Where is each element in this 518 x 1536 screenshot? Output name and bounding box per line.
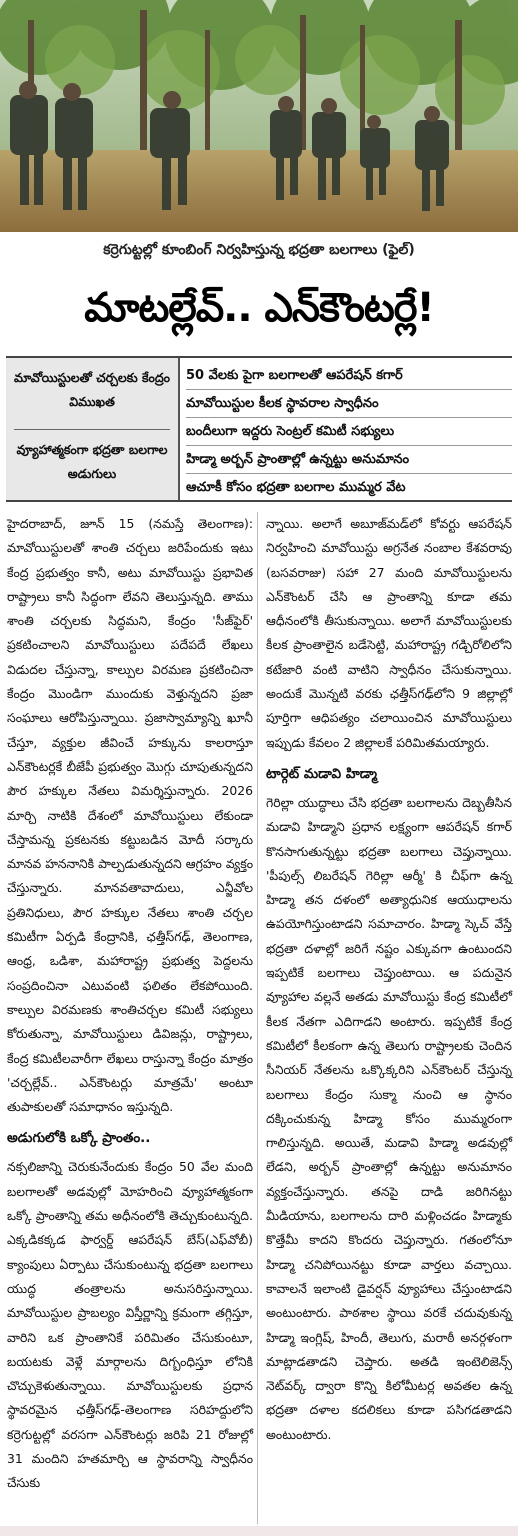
article-paragraph: హైదరాబాద్, జూన్ 15 (నమస్తే తెలంగాణ): మావోయిస్టులతో శాంతి చర్చలు జరిపేందుకు ఇటు కేంద్ర ప్రభుత్వం కానీ, అటు మావోయిస్టు ప్రభావిత రాష్ట్రాలు కానీ సిద్ధంగా లేవని తెలుస్తున్నది. తాము శాంతి చర్చలకు సిద్ధమని, కేంద్రం 'సీజ్‌ఫైర్' ప్రకటించాలని మావోయిస్టులు పదేపదే లేఖలు విడుదల చేస్తున్నా, కాల్పుల విరమణ ప్రకటించినా కేంద్రం మొండిగా ముందుకు వెళ్తున్నదని ప్రజా సంఘాలు ఆరోపిస్తున్నాయి. ప్రజాస్వామ్యాన్ని ఖూనీ చేస్తూ, వ్యక్తుల జీవించే హక్కును కాలరాస్తూ ఎన్‌కౌంటర్లకే బీజేపీ ప్రభుత్వం మొగ్గు చూపుతున్నదని పౌర హక్కుల నేతలు విమర్శిస్తున్నారు. 2026 మార్చి నాటికి దేశంలో మావోయిస్టులు లేకుండా చేస్తామన్న ప్రకటనకు కట్టుబడిన మోదీ సర్కారు మానవ హననానికి పాల్పడుతున్నదని ఆగ్రహం వ్యక్తం చేస్తున్నారు. మానవతావాదులు, ఎన్జీవోల ప్రతినిధులు, పౌర హక్కుల నేతలు శాంతి చర్చల కమిటీగా ఏర్పడి కేంద్రానికి, ఛత్తీస్‌గఢ్, తెలంగాణ, ఆంధ్ర, ఒడిశా, మహారాష్ట్ర ప్రభుత్వ పెద్దలను సంప్రదించినా ఎటువంటి ఫలితం లేకపోయింది. కాల్పుల విరమణకు శాంతిచర్చల కమిటీ సభ్యులు కోరుతున్నా, మావోయిస్టులు డివిజన్లు, రాష్ట్రాలు, కేంద్ర కమిటీలవారీగా లేఖలు రాస్తున్నా కేంద్రం మాత్రం 'చర్చల్లేవ్.. ఎన్‌కౌంటర్లు మాత్రమే' అంటూ తుపాకులతో సమాధానం ఇస్తున్నది. — [7, 516, 253, 1115]
highlights-box — [6, 356, 512, 502]
article-paragraph: న్నాయి. అలాగే అబూజ్‌మడ్‌లో కోవర్టు ఆపరేషన్ నిర్వహించి మావోయిస్టు అగ్రనేత నంబాల కేశవరావు (బసవరాజు) సహా 27 మంది మావోయిస్టులను ఎన్‌కౌంటర్ చేసి ఆ ప్రాంతాన్ని కూడా తమ ఆధీనంలోకి తీసుకున్నాయి. అలాగే మావోయిస్టులకు కీలక ప్రాంతాలైన బడేసెట్టి, మహారాష్ట్ర గడ్చిరోలిలోని కటేజారి వంటి వాటిని స్వాధీనం చేసుకున్నాయి. అందుకే మొన్నటి వరకు ఛత్తీస్‌గఢ్‌లోని 9 జిల్లాల్లో పూర్తిగా ఆధిపత్యం చలాయించిన మావోయిస్టులు ఇప్పుడు కేవలం 2 జిల్లాలకే పరిమితమయ్యారు. — [266, 516, 512, 750]
highlight-line: 50 వేలకు పైగా బలగాలతో ఆపరేషన్ కగార్ — [186, 362, 512, 390]
article-paragraph: నక్సలిజాన్ని చెరుకునేందుకు కేంద్రం 50 వేల మంది బలగాలతో అడవుల్లో మోహరించి వ్యూహాత్మకంగా ఒక్కో ప్రాంతాన్ని తమ అధీనంలోకి తెచ్చుకుంటున్నది. ఎక్కడికక్కడ ఫార్వర్డ్ ఆపరేషన్ బేస్(ఎఫ్‌వోబీ) క్యాంపులు ఏర్పాటు చేసుకుంటున్న భద్రతా బలగాలు యుద్ధ తంత్రాలను అనుసరిస్తున్నాయి. మావోయిస్టుల ప్రాబల్యం విస్తీర్ణాన్ని క్రమంగా తగ్గిస్తూ, వారిని ఒక ప్రాంతానికే పరిమితం చేసుకుంటూ, బయటకు వెళ్లే మార్గాలను దిగ్బంధిస్తూ లోనికి చొచ్చుకెళుతున్నాయి. మావోయిస్టులకు ప్రధాన స్థావరమైన ఛత్తీస్‌గఢ్-తెలంగాణ సరిహద్దులోని కర్రెగుట్టల్లో వరసగా ఎన్‌కౌంటర్లు జరిపి 21 రోజుల్లో 31 మందిని హతమార్చి ఆ స్థావరాన్ని స్వాధీనం చేసుకు — [7, 1159, 253, 1491]
highlight-left-divider — [14, 429, 170, 430]
news-photo — [0, 0, 518, 232]
highlight-line: ఆచూకీ కోసం భద్రతా బలగాల ముమ్మర వేట — [186, 480, 406, 495]
article-subheading: టార్గెట్ మడావి హిడ్మా — [266, 765, 377, 782]
highlights-left-panel — [6, 358, 180, 500]
page-bottom-band — [0, 1526, 518, 1536]
article-column-left — [7, 512, 253, 1496]
article-paragraph: గెరిల్లా యుద్ధాలు చేసి భద్రతా బలగాలను దెబ్బతీసిన మడావి హిడ్మాని ప్రధాన లక్ష్యంగా ఆపరేషన్ కగార్ కొనసాగుతున్నట్టు భద్రతా బలగాలు చెప్తున్నాయి. 'పీపుల్స్ లిబరేషన్ గెరిల్లా ఆర్మీ' కి చీఫ్‌గా ఉన్న హిడ్మా తన దళంలో అత్యాధునిక ఆయుధాలను ఉపయోగిస్తుంటాడని సమాచారం. హిడ్మా స్కెచ్ వేస్తే భద్రతా దళాల్లో జరిగే నష్టం ఎక్కువగా ఉంటుందని ఇప్పటికే బలగాలు చెప్తుంటాయి. ఆ పదునైన వ్యూహాల వల్లనే అతడు మావోయిస్టు కేంద్ర కమిటీలో కీలక నేతగా ఎదిగాడని అంటారు. ఇప్పటికే కేంద్ర కమిటీలో కీలకంగా ఉన్న తెలుగు రాష్ట్రాలకు చెందిన సీనియర్ నేతలను ఒక్కొక్కరిని ఎన్‌కౌంటర్ చేస్తున్న బలగాలు కేంద్రం సుక్మా నుంచి ఆ స్థానం దక్కించుకున్న హిడ్మా కోసం ముమ్మరంగా గాలిస్తున్నది. అయితే, మడావి హిడ్మా అడవుల్లో లేడని, అర్బన్ ప్రాంతాల్లో ఉన్నట్టు అనుమానం వ్యక్తంచేస్తున్నారు. తనపై దాడి జరిగినట్టు మీడియాను, బలగాలను దారి మళ్లించడం హిడ్మాకు కొత్తేమీ కాదని కొందరు చెప్తున్నారు. గతంలోనూ హిడ్మా చనిపోయినట్టు కూడా వార్తలు వచ్చాయి. కావాలనే ఇలాంటి డైవర్షన్ వ్యూహాలు చేస్తుంటాడని అంటుంటారు. పాఠశాల స్థాయి వరకే చదువుకున్న హిడ్మా ఇంగ్లిష్, హిందీ, తెలుగు, మరాఠీ అనర్గళంగా మాట్లాడతాడని చెప్తారు. అతడి ఇంటెలిజెన్స్ నెట్‌వర్క్ ద్వారా కొన్ని కిలోమీటర్ల అవతల ఉన్న భద్రతా దళాల కదలికలు కూడా పసిగడతాడని అంటుంటారు. — [266, 794, 512, 1442]
highlight-line: హిడ్మా అర్బన్ ప్రాంతాల్లో ఉన్నట్టు అనుమానం — [186, 446, 512, 474]
highlight-line: మావోయిస్టుల కీలక స్థావరాల స్వాధీనం — [186, 390, 512, 418]
highlights-right-panel — [186, 362, 512, 501]
article-subheading: అడుగులోకి ఒక్కో ప్రాంతం.. — [7, 1130, 151, 1147]
photo-caption: కర్రెగుట్టల్లో కూంబింగ్ నిర్వహిస్తున్న భద్రతా బలగాలు (ఫైల్) — [103, 241, 415, 258]
photo-combing-forces-icon — [0, 0, 518, 232]
highlight-left-2: వ్యూహాత్మకంగా భద్రతా బలగాల అడుగులు — [16, 442, 168, 481]
highlight-line: బందీలుగా ఇద్దరు సెంట్రల్ కమిటీ సభ్యులు — [186, 418, 512, 446]
highlight-left-1: మావోయిస్టులతో చర్చలకు కేంద్రం విముఖత — [13, 370, 171, 409]
headline: మాటల్లేవ్.. ఎన్‌కౌంటర్లే! — [84, 285, 434, 331]
column-divider — [257, 512, 258, 1524]
article-column-right — [266, 512, 512, 1447]
